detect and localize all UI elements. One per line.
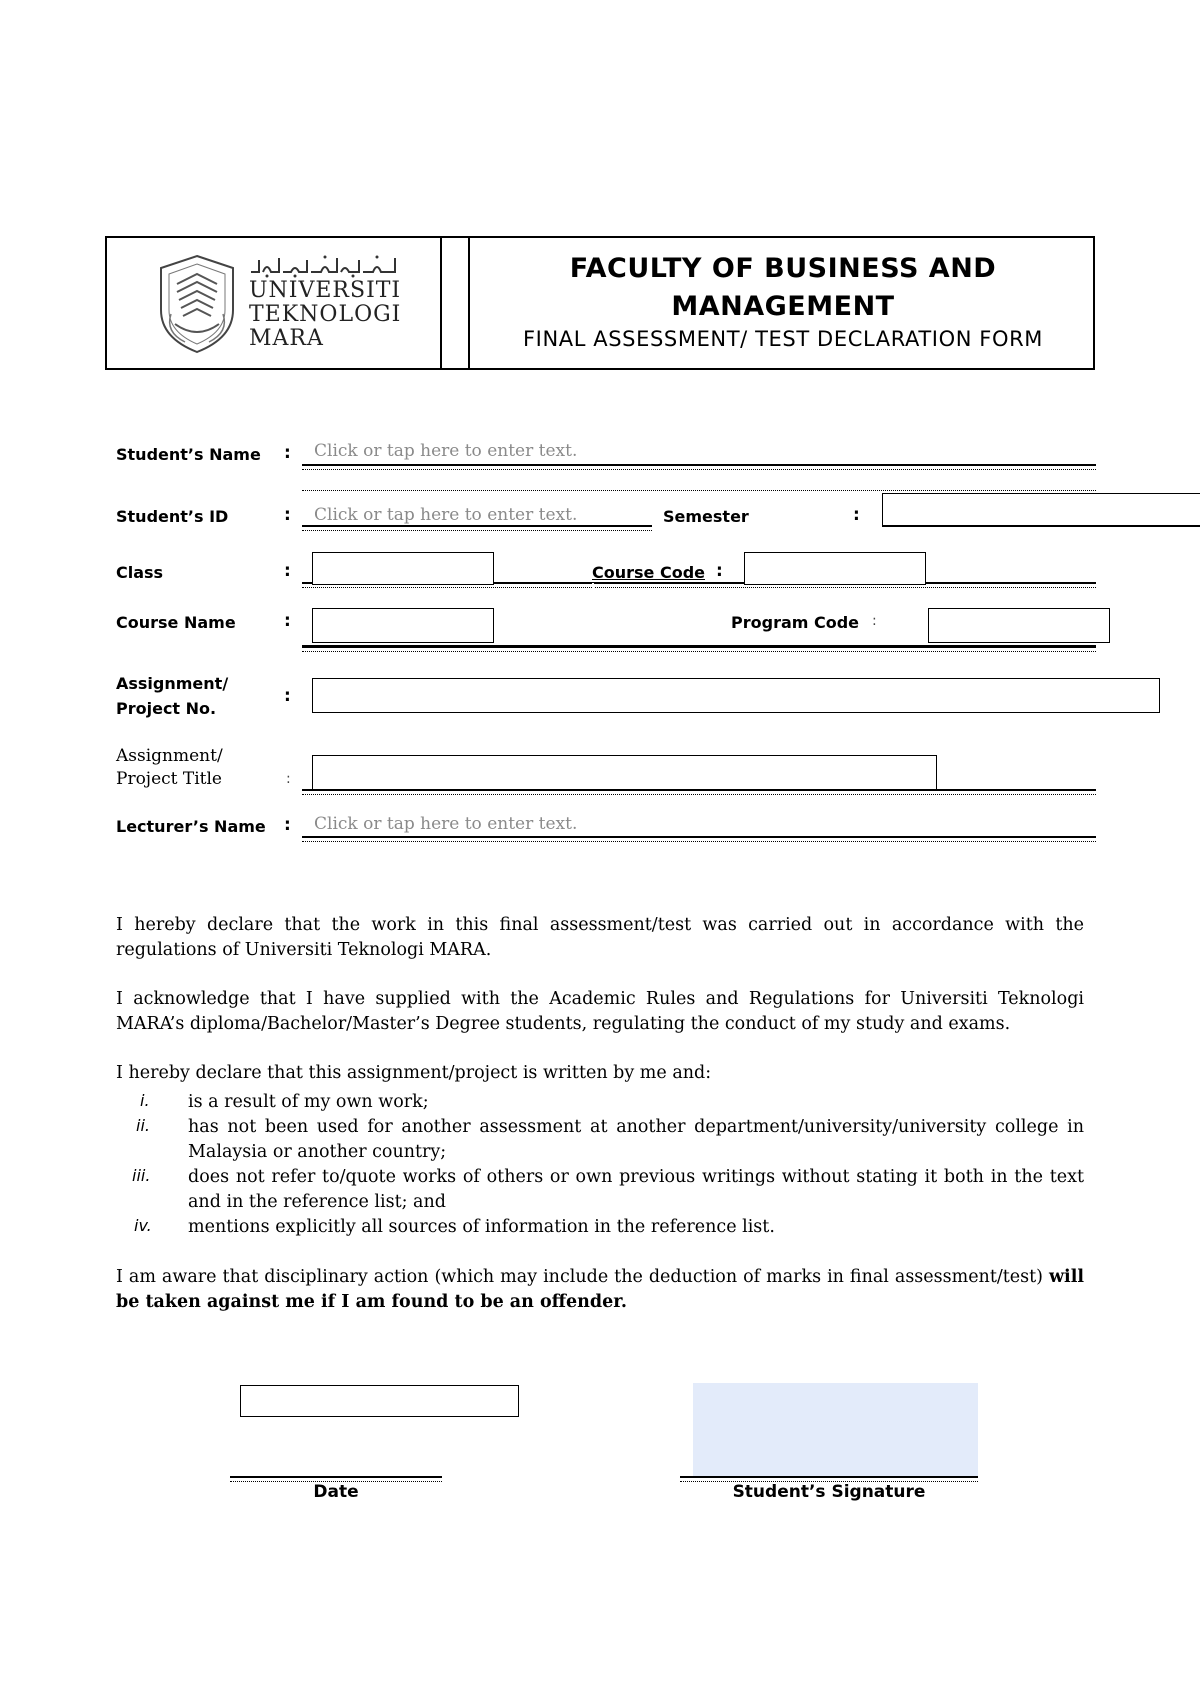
assignment-title-label-1: Assignment/	[116, 746, 223, 766]
date-label: Date	[313, 1482, 359, 1502]
lecturer-name-underline	[302, 836, 1096, 842]
list-item: has not been used for another assessment at another department/university/university college in Malaysia or another country;	[188, 1117, 1084, 1162]
colon: :	[284, 686, 291, 706]
jawi-script-icon	[249, 254, 399, 278]
colon: :	[286, 771, 291, 787]
page-title	[472, 250, 1094, 326]
date-field[interactable]	[240, 1385, 519, 1417]
page-subtitle: FINAL ASSESSMENT/ TEST DECLARATION FORM	[522, 327, 1044, 351]
list-item-number: ii.	[136, 1116, 150, 1135]
assignment-no-label-1: Assignment/	[116, 674, 229, 693]
list-item-number: i.	[140, 1091, 150, 1110]
signature-label: Student’s Signature	[732, 1482, 926, 1502]
declaration-paragraph-2: I acknowledge that I have supplied with the Academic Rules and Regulations for Universiti Teknologi MARA’s diploma/Bachelor/Master’s Degree students, regulating the conduct of my study and exams.	[116, 989, 1084, 1034]
header-divider	[468, 236, 470, 370]
declaration-warning: will be taken against me if I am found to be an offender.	[116, 1267, 1084, 1312]
program-code-label: Program Code	[731, 613, 860, 632]
colon: :	[716, 561, 723, 581]
lecturer-name-label: Lecturer’s Name	[116, 817, 266, 836]
declaration-text: I am aware that disciplinary action (which may include the deduction of marks in final assessment/test)	[116, 1267, 1049, 1287]
student-name-field[interactable]: Click or tap here to enter text.	[314, 441, 578, 461]
title-line-1: FACULTY OF BUSINESS AND	[569, 253, 997, 284]
lecturer-name-field[interactable]: Click or tap here to enter text.	[314, 814, 578, 834]
semester-label: Semester	[663, 507, 749, 526]
list-item-number: iii.	[132, 1166, 151, 1185]
uitm-crest-icon	[155, 254, 239, 354]
list-item: is a result of my own work;	[188, 1092, 429, 1112]
assignment-title-field[interactable]	[312, 755, 937, 790]
list-item: mentions explicitly all sources of information in the reference list.	[188, 1217, 775, 1237]
course-name-label: Course Name	[116, 613, 236, 632]
header-divider	[440, 236, 442, 370]
course-code-field[interactable]	[744, 552, 926, 585]
declaration-paragraph-1: I hereby declare that the work in this final assessment/test was carried out in accordance with the regulations of Universiti Teknologi MARA.	[116, 915, 1084, 960]
class-label: Class	[116, 563, 164, 582]
student-id-underline	[302, 525, 652, 531]
course-code-label: Course Code	[592, 563, 705, 582]
list-item: does not refer to/quote works of others or own previous writings without stating it both in the text and in the reference list; and	[188, 1167, 1084, 1212]
colon: :	[853, 505, 860, 525]
assignment-no-field[interactable]	[312, 678, 1160, 713]
assignment-no-label-2: Project No.	[116, 699, 217, 718]
declaration-paragraph-3: I hereby declare that this assignment/project is written by me and:	[116, 1063, 712, 1083]
colon: :	[284, 505, 291, 525]
student-id-label: Student’s ID	[116, 507, 229, 526]
title-line-2: MANAGEMENT	[671, 291, 895, 322]
course-name-underline	[302, 645, 1096, 652]
list-item-number: iv.	[134, 1216, 152, 1235]
dotted-divider	[302, 490, 1096, 491]
student-id-field[interactable]: Click or tap here to enter text.	[314, 505, 578, 525]
colon: :	[284, 815, 291, 835]
program-code-field[interactable]	[928, 608, 1110, 643]
colon: :	[872, 613, 877, 629]
course-name-field[interactable]	[312, 608, 494, 643]
logo-word-universiti: UNIVERSITI	[249, 278, 402, 303]
student-name-underline	[302, 464, 1096, 470]
colon: :	[284, 561, 291, 581]
colon: :	[284, 443, 291, 463]
student-name-label: Student’s Name	[116, 445, 261, 464]
uitm-logo	[153, 252, 403, 356]
colon: :	[284, 611, 291, 631]
logo-word-teknologi: TEKNOLOGI	[249, 302, 402, 327]
class-field[interactable]	[312, 552, 494, 585]
assignment-title-label-2: Project Title	[116, 769, 222, 789]
logo-word-mara: MARA	[249, 326, 324, 351]
signature-field[interactable]	[693, 1383, 978, 1478]
semester-field[interactable]	[882, 493, 1200, 527]
declaration-paragraph-4	[116, 1265, 1084, 1315]
